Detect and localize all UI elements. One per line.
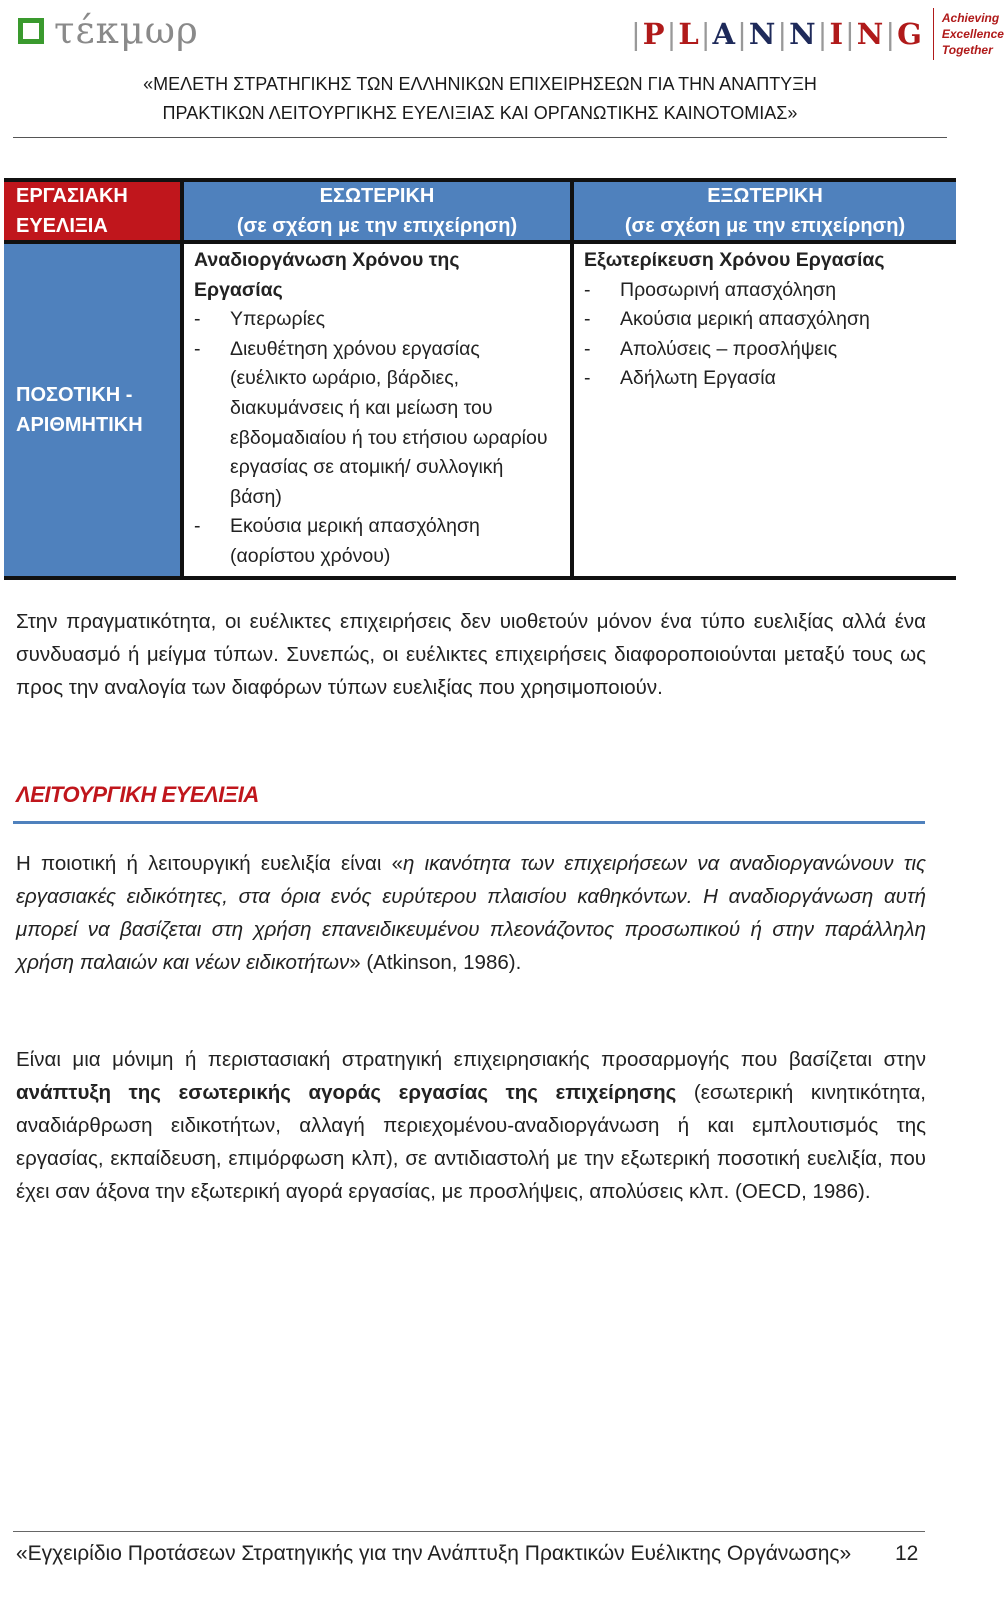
list-item: - Υπερωρίες <box>194 308 325 331</box>
paragraph-flexibility-mix: Στην πραγματικότητα, οι ευέλικτες επιχειρήσεις δεν υιοθετούν μόνον ένα τύπο ευελιξίας αλλά ένα συνδυασμό ή μείγμα τύπων. Συνεπώς, οι ευέλικτες επιχειρήσεις διαφοροποιούνται μεταξύ τους ως προς την αναλογία των διαφόρων τύπων ευελιξίας που χρησιμοποιούν. <box>16 610 926 699</box>
list-item: - Αδήλωτη Εργασία <box>584 367 776 390</box>
green-square-icon <box>18 18 44 44</box>
header-divider <box>13 137 947 138</box>
document-title-line-2: ΠΡΑΚΤΙΚΩΝ ΛΕΙΤΟΥΡΓΙΚΗΣ ΕΥΕΛΙΞΙΑΣ ΚΑΙ ΟΡΓΑΝΩΤΙΚΗΣ ΚΑΙΝΟΤΟΜΙΑΣ» <box>162 103 798 123</box>
list-item: - Προσωρινή απασχόληση <box>584 278 837 301</box>
paragraph-internal-labour-market: Είναι μια μόνιμη ή περιστασιακή στρατηγική επιχειρησιακής προσαρμογής που βασίζεται στην ανάπτυξη της εσωτερικής αγοράς εργασίας της επιχείρησης (εσωτερική κινητικότητα, αναδιάρθρωση ειδικοτήτων, αλλαγή περιεχομένου-αναδιοργάνωση ή και εμπλουτισμός της εργασίας, εκπαίδευση, επιμόρφωση κλπ), σε αντιδιαστολή με την εξωτερική ποσοτική ευελιξία, που έχει σαν άξονα την εξωτερική αγορά εργασίας, με προσλήψεις, απολύσεις κλπ. (OECD, 1986). <box>16 1048 926 1203</box>
external-cell-title: Εξωτερίκευση Χρόνου Εργασίας <box>584 249 885 271</box>
list-item: - Διευθέτηση χρόνου εργασίας (ευέλικτο ωράριο, βάρδιες, διακυμάνσεις ή και μείωση του εβδομαδιαίου ή του ετήσιου ωραρίου εργασίας σε ατομική/ συλλογική βάση) <box>194 337 548 508</box>
section-heading-functional-flexibility: ΛΕΙΤΟΥΡΓΙΚΗ ΕΥΕΛΙΞΙΑ <box>16 782 259 807</box>
planning-tagline: Achieving Excellence Together <box>933 8 1004 60</box>
planning-logo <box>630 8 1004 60</box>
flexibility-table <box>4 178 956 580</box>
page-header <box>0 0 1004 140</box>
tekmor-logo <box>18 9 199 52</box>
list-item: - Εκούσια μερική απασχόληση (αορίστου χρόνου) <box>194 515 480 567</box>
tekmor-logo-text: τέκμωρ <box>54 9 199 52</box>
internal-cell-title: Αναδιοργάνωση Χρόνου της Εργασίας <box>194 249 460 301</box>
section-divider <box>13 821 925 824</box>
page-number: 12 <box>895 1542 919 1565</box>
planning-wordmark: |P|L|A|N|N|I|N|G <box>631 17 923 51</box>
document-title-line-1: «ΜΕΛΕΤΗ ΣΤΡΑΤΗΓΙΚΗΣ ΤΩΝ ΕΛΛΗΝΙΚΩΝ ΕΠΙΧΕΙΡΗΣΕΩΝ ΓΙΑ ΤΗΝ ΑΝΑΠΤΥΞΗ <box>143 74 817 94</box>
table-row <box>4 244 956 580</box>
footer-divider <box>13 1531 925 1532</box>
list-item: - Απολύσεις – προσλήψεις <box>584 337 838 360</box>
paragraph-functional-definition: Η ποιοτική ή λειτουργική ευελιξία είναι «η ικανότητα των επιχειρήσεων να αναδιοργανώνουν τις εργασιακές ειδικότητες, στα όρια ενός ευρύτερου πλαισίου καθηκόντων. Η αναδιοργάνωση αυτή μπορεί να βασίζεται στη χρήση επανειδικευμένου πλεονάζοντος προσωπικού ή στην παράλληλη χρήση παλαιών και νέων ειδικοτήτων» (Atkinson, 1986). <box>16 852 926 974</box>
row-label-quantitative: ΠΟΣΟΤΙΚΗ - ΑΡΙΘΜΗΤΙΚΗ <box>4 244 180 580</box>
list-item: - Ακούσια μερική απασχόληση <box>584 308 870 331</box>
header-cell-work-flexibility: ΕΡΓΑΣΙΑΚΗ ΕΥΕΛΙΞΙΑ <box>4 178 180 244</box>
internal-flexibility-cell <box>180 244 570 580</box>
external-flexibility-cell <box>570 244 956 580</box>
header-cell-internal: ΕΣΩΤΕΡΙΚΗ (σε σχέση με την επιχείρηση) <box>180 178 570 244</box>
footer-title: «Εγχειρίδιο Προτάσεων Στρατηγικής για την Ανάπτυξη Πρακτικών Ευέλικτης Οργάνωσης» <box>16 1542 852 1565</box>
header-cell-external: ΕΞΩΤΕΡΙΚΗ (σε σχέση με την επιχείρηση) <box>570 178 956 244</box>
table-header-row <box>4 178 956 244</box>
